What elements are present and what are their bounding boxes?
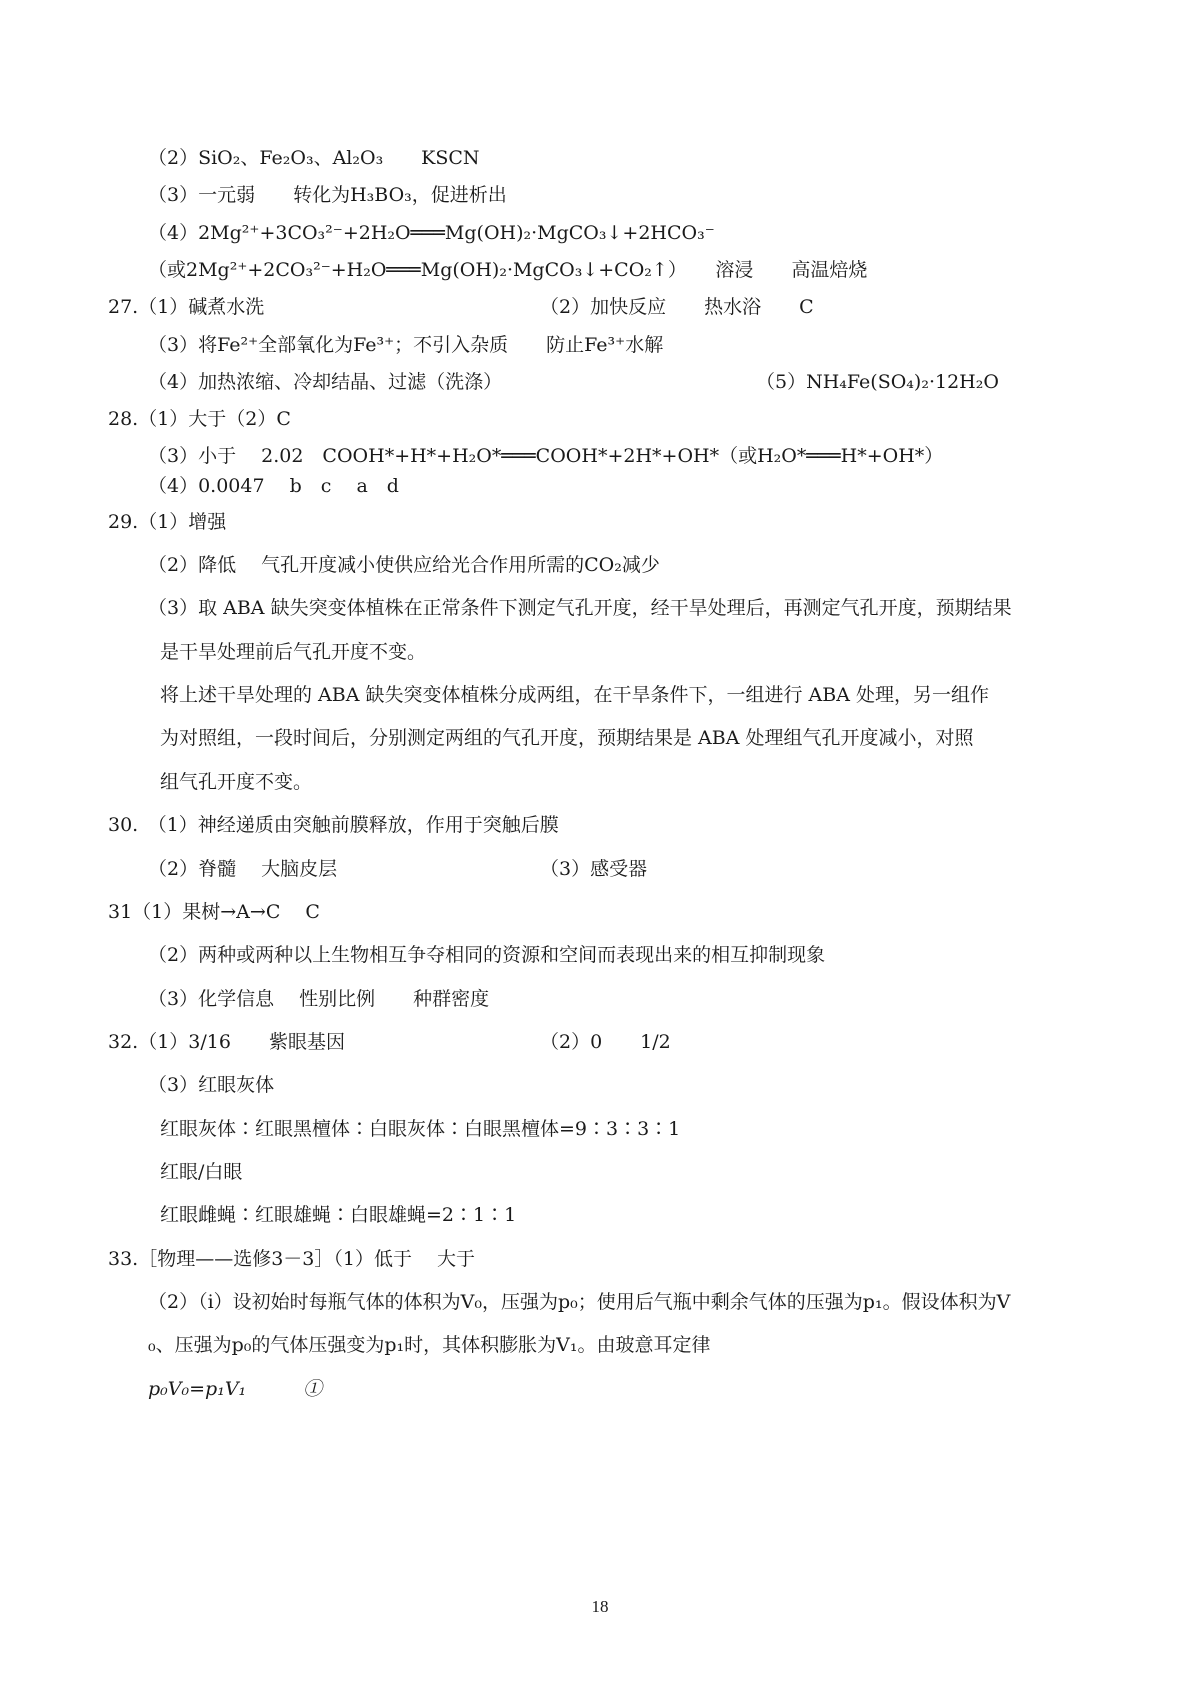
answer-28-3: （3）小于 2.02 COOH*+H*+H₂O*═══COOH*+2H*+OH*（或H₂O*═══H*+OH*）	[148, 445, 944, 467]
answer-32-row1	[0, 1030, 1200, 1054]
answer-32-2: （2）0 1/2	[540, 1031, 671, 1053]
answer-26-2: （2）SiO₂、Fe₂O₃、Al₂O₃ KSCN	[148, 147, 480, 169]
answer-33-2-formula: p₀V₀=p₁V₁ ①	[148, 1378, 323, 1400]
answer-27-row4	[0, 370, 1200, 394]
answer-31-3: （3）化学信息 性别比例 种群密度	[148, 988, 490, 1010]
answer-32-3-ratio1: 红眼灰体∶红眼黑檀体∶白眼灰体∶白眼黑檀体=9∶3∶3∶1	[160, 1118, 681, 1140]
answer-30-2: （2）脊髓 大脑皮层	[148, 858, 338, 880]
answer-31-2: （2）两种或两种以上生物相互争夺相同的资源和空间而表现出来的相互抑制现象	[148, 944, 826, 966]
answer-28-4: （4）0.0047 b c a d	[148, 475, 399, 497]
answer-30-row2	[0, 857, 1200, 881]
answer-27-row1	[0, 295, 1200, 319]
answer-31-1: 31（1）果树→A→C C	[108, 901, 320, 923]
answer-29-3-part5: 组气孔开度不变。	[160, 771, 313, 793]
answer-33-2-part1: （2）（i）设初始时每瓶气体的体积为V₀，压强为p₀；使用后气瓶中剩余气体的压强为p₁。假设体积为V	[148, 1291, 1011, 1313]
answer-27-4: （4）加热浓缩、冷却结晶、过滤（洗涤）	[148, 371, 503, 393]
answer-29-1: 29.（1）增强	[108, 511, 227, 533]
answer-26-4-alternative: （或2Mg²⁺+2CO₃²⁻+H₂O═══Mg(OH)₂·MgCO₃↓+CO₂↑） 溶浸 高温焙烧	[148, 259, 868, 281]
answer-30-1: 30. （1）神经递质由突触前膜释放，作用于突触后膜	[108, 814, 559, 836]
answer-29-3-part2: 是干旱处理前后气孔开度不变。	[160, 641, 427, 663]
answer-29-3-part3: 将上述干旱处理的 ABA 缺失突变体植株分成两组，在干旱条件下，一组进行 ABA 处理，另一组作	[160, 684, 989, 706]
answer-30-3: （3）感受器	[540, 858, 648, 880]
answer-32-3-ratio2: 红眼雌蝇∶红眼雄蝇∶白眼雄蝇=2∶1∶1	[160, 1204, 517, 1226]
answer-33-2-part2: ₀、压强为p₀的气体压强变为p₁时，其体积膨胀为V₁。由玻意耳定律	[148, 1334, 711, 1356]
page-number: 18	[591, 1597, 609, 1616]
answer-32-1: 32.（1）3/16 紫眼基因	[108, 1031, 345, 1053]
answer-26-3: （3）一元弱 转化为H₃BO₃，促进析出	[148, 184, 507, 206]
answer-28-1: 28.（1）大于（2）C	[108, 408, 291, 430]
answer-32-3: （3）红眼灰体	[148, 1074, 275, 1096]
answer-27-1: 27.（1）碱煮水洗	[108, 296, 265, 318]
answer-27-5: （5）NH₄Fe(SO₄)₂·12H₂O	[756, 371, 999, 393]
answer-32-3-trait: 红眼/白眼	[160, 1161, 243, 1183]
answer-33-1: 33.［物理——选修3－3］（1）低于 大于	[108, 1248, 476, 1270]
answer-27-2: （2）加快反应 热水浴 C	[540, 296, 814, 318]
answer-29-3-part1: （3）取 ABA 缺失突变体植株在正常条件下测定气孔开度，经干旱处理后，再测定气孔开度，预期结果	[148, 597, 1012, 619]
answer-26-4-equation: （4）2Mg²⁺+3CO₃²⁻+2H₂O═══Mg(OH)₂·MgCO₃↓+2HCO₃⁻	[148, 222, 715, 244]
answer-29-3-part4: 为对照组，一段时间后，分别测定两组的气孔开度，预期结果是 ABA 处理组气孔开度减小，对照	[160, 727, 974, 749]
answer-29-2: （2）降低 气孔开度减小使供应给光合作用所需的CO₂减少	[148, 554, 660, 576]
answer-27-3: （3）将Fe²⁺全部氧化为Fe³⁺；不引入杂质 防止Fe³⁺水解	[148, 334, 664, 356]
